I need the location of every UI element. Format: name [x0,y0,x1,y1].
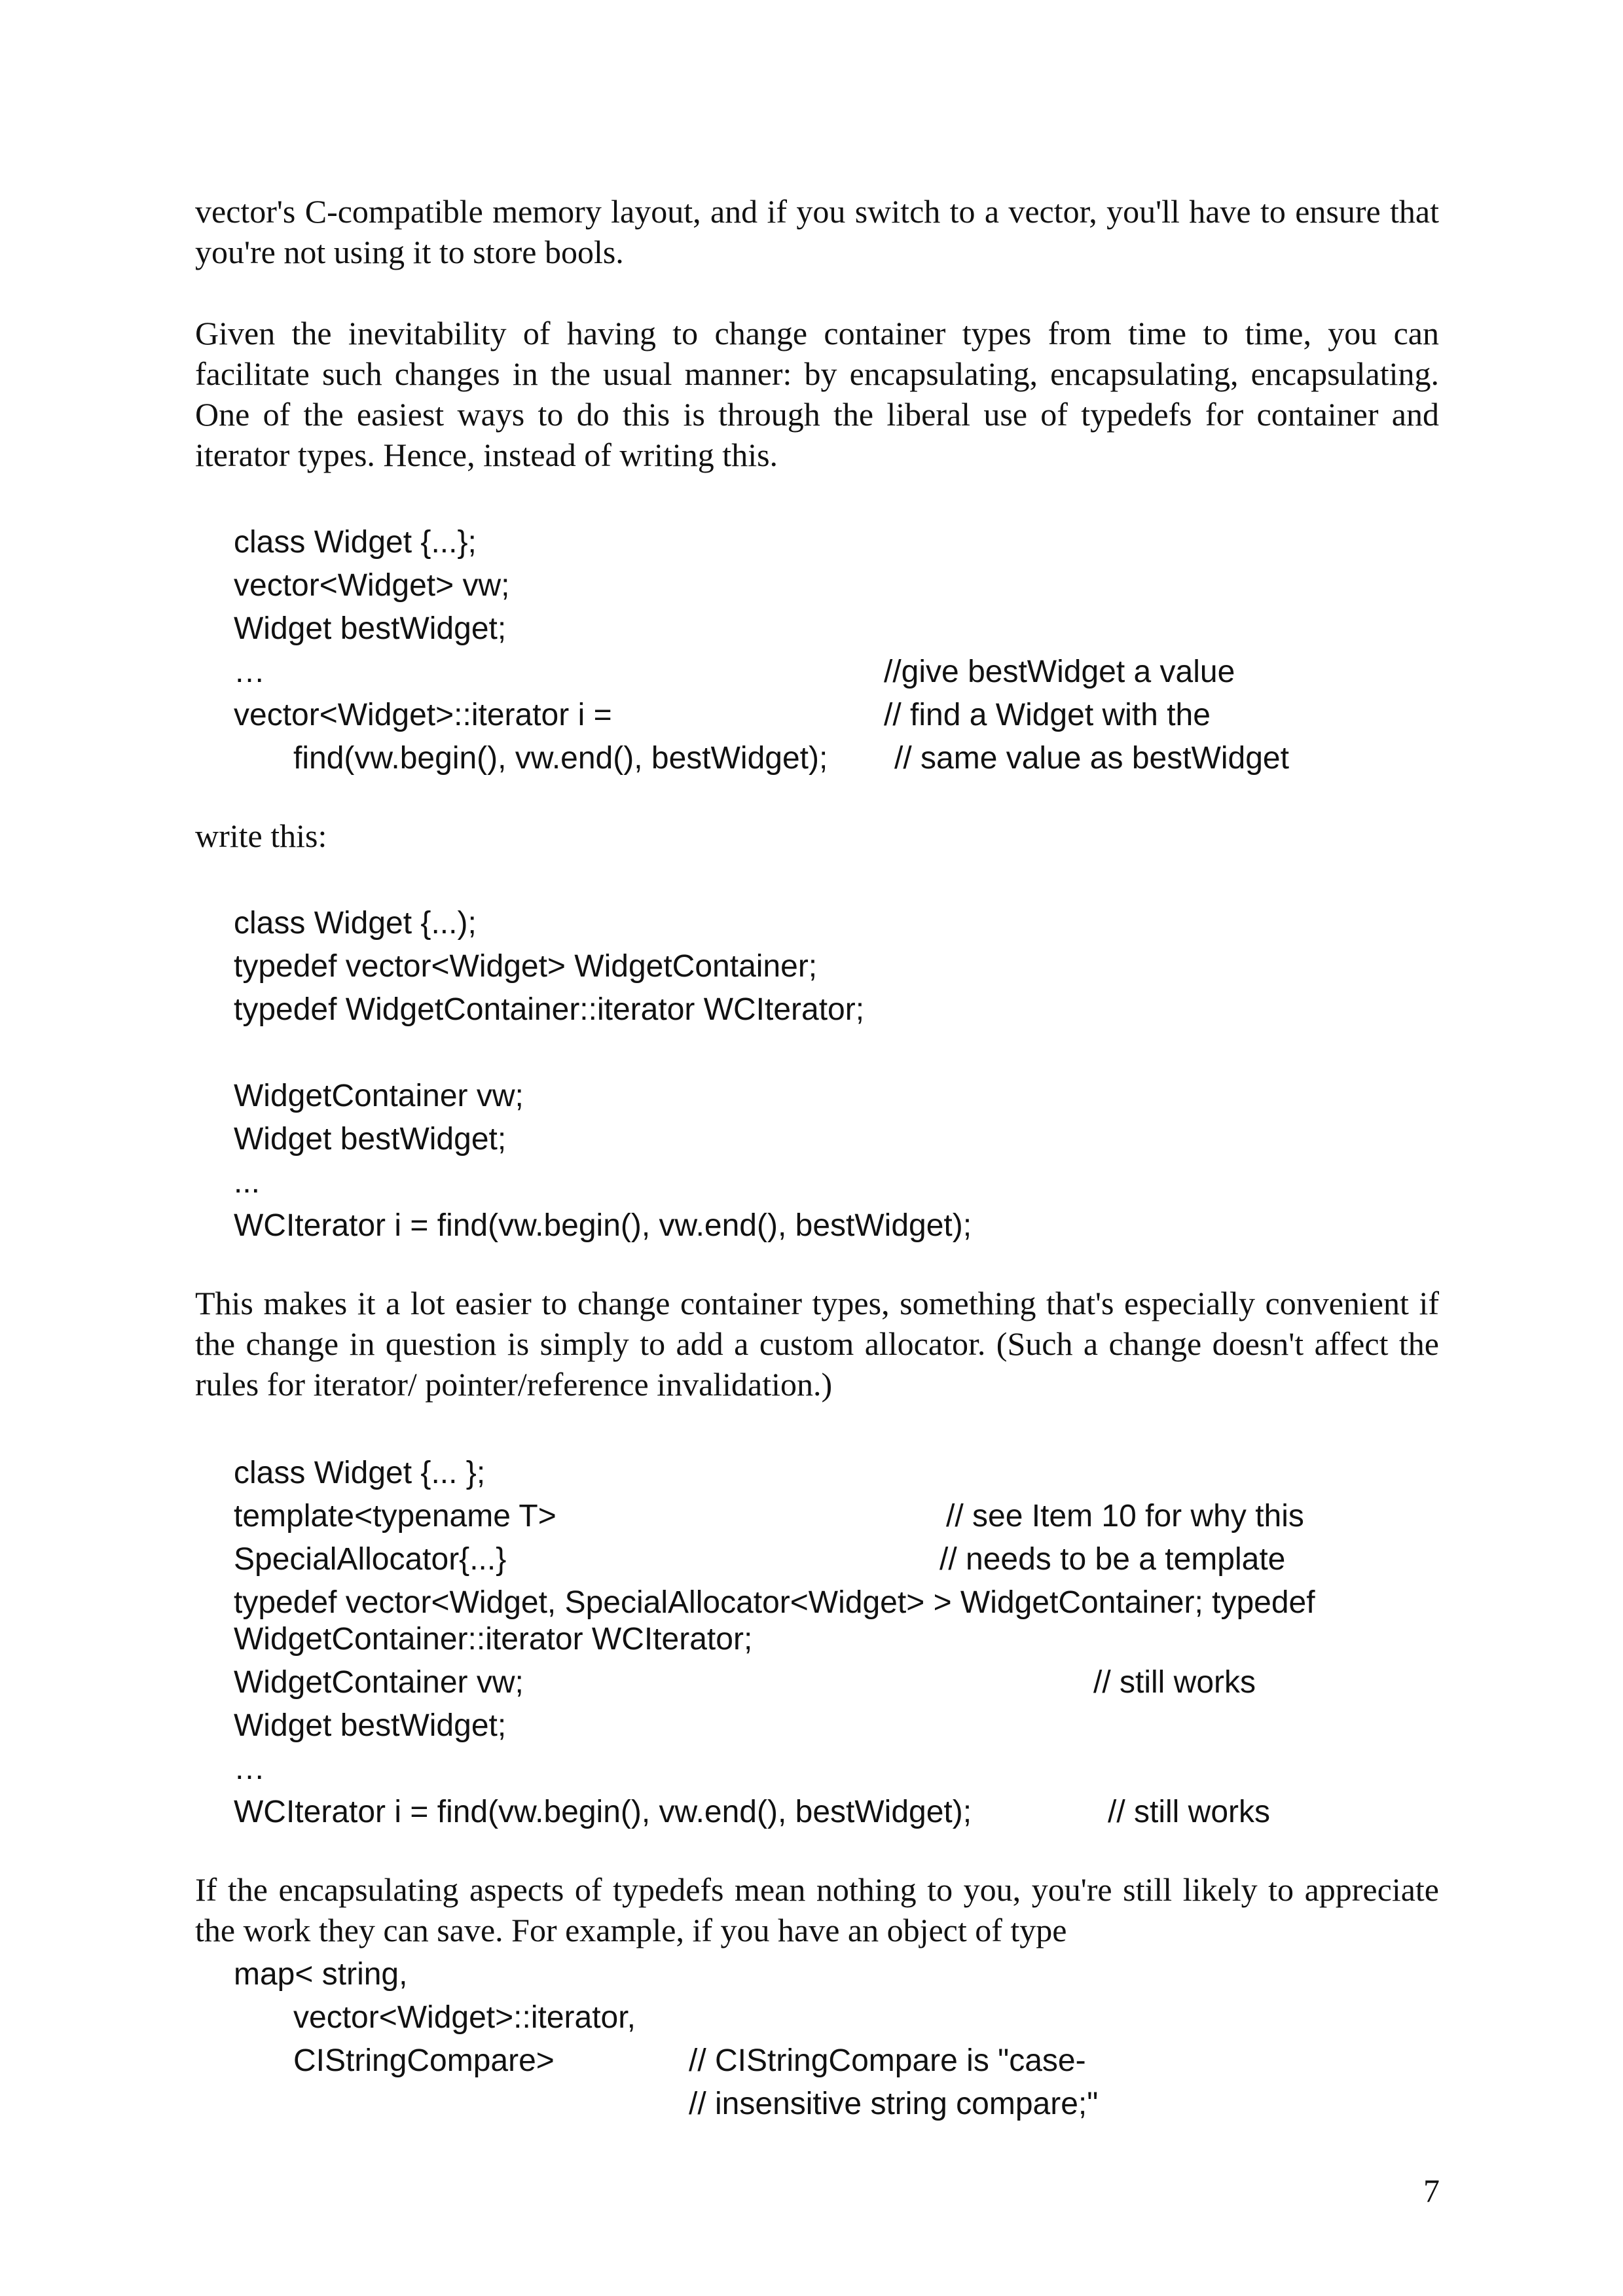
code-line: WidgetContainer vw; [234,1079,524,1113]
code-line: WidgetContainer::iterator WCIterator; [234,1622,753,1657]
code-comment: // same value as bestWidget [894,741,1289,776]
code-comment: // still works [1093,1665,1256,1700]
code-line: WCIterator i = find(vw.begin(), vw.end(), bestWidget); [234,1208,972,1243]
code-line: typedef vector<Widget> WidgetContainer; [234,949,818,984]
code-comment: // insensitive string compare;" [689,2087,1099,2121]
code-line: template<typename T> [234,1499,556,1534]
code-line: … [234,655,265,689]
code-line: CIStringCompare> [293,2043,555,2078]
paragraph-1: vector's C-compatible memory layout, and if you switch to a vector, you'll have to ensure that you're not using it to store bools. [195,193,1439,270]
code-line: vector<Widget>::iterator i = [234,698,612,732]
code-comment: //give bestWidget a value [884,655,1235,689]
paragraph-2: Given the inevitability of having to change container types from time to time, you can facilitate such changes in the usual manner: by encapsulating, encapsulating, encapsulating. One of the easiest ways to do this is through the liberal use of typedefs for container and iterator types. Hence, instead of writing this. [195,315,1439,473]
code-line: Widget bestWidget; [234,1708,507,1743]
code-comment: // see Item 10 for why this [946,1499,1304,1534]
code-line: WCIterator i = find(vw.begin(), vw.end(), bestWidget); [234,1795,972,1829]
paragraph-3: write this: [195,817,327,854]
code-comment: // find a Widget with the [884,698,1211,732]
code-line: ... [234,1165,261,1200]
code-line: typedef vector<Widget, SpecialAllocator<Widget> > WidgetContainer; typedef [234,1585,1315,1620]
code-line: SpecialAllocator{...} [234,1542,507,1577]
code-line: class Widget {... }; [234,1456,486,1490]
code-line: Widget bestWidget; [234,1122,507,1157]
code-line: find(vw.begin(), vw.end(), bestWidget); [293,741,828,776]
code-comment: // needs to be a template [939,1542,1286,1577]
page-number: 7 [1423,2172,1440,2209]
code-line: typedef WidgetContainer::iterator WCIterator; [234,992,865,1027]
code-line: class Widget {...}; [234,525,477,560]
code-line: class Widget {...); [234,906,477,941]
code-line: WidgetContainer vw; [234,1665,524,1700]
code-line: … [234,1751,265,1786]
code-comment: // still works [1108,1795,1271,1829]
code-line: vector<Widget> vw; [234,568,510,603]
paragraph-5: If the encapsulating aspects of typedefs mean nothing to you, you're still likely to appreciate the work they can save. For example, if you have an object of type [195,1871,1439,1948]
code-line: Widget bestWidget; [234,611,507,646]
code-line: vector<Widget>::iterator, [293,2000,636,2035]
paragraph-4: This makes it a lot easier to change container types, something that's especially convenient if the change in question is simply to add a custom allocator. (Such a change doesn't affect the rules for iterator/ pointer/reference invalidation.) [195,1285,1439,1403]
code-line: map< string, [234,1957,408,1992]
code-comment: // CIStringCompare is "case- [689,2043,1086,2078]
